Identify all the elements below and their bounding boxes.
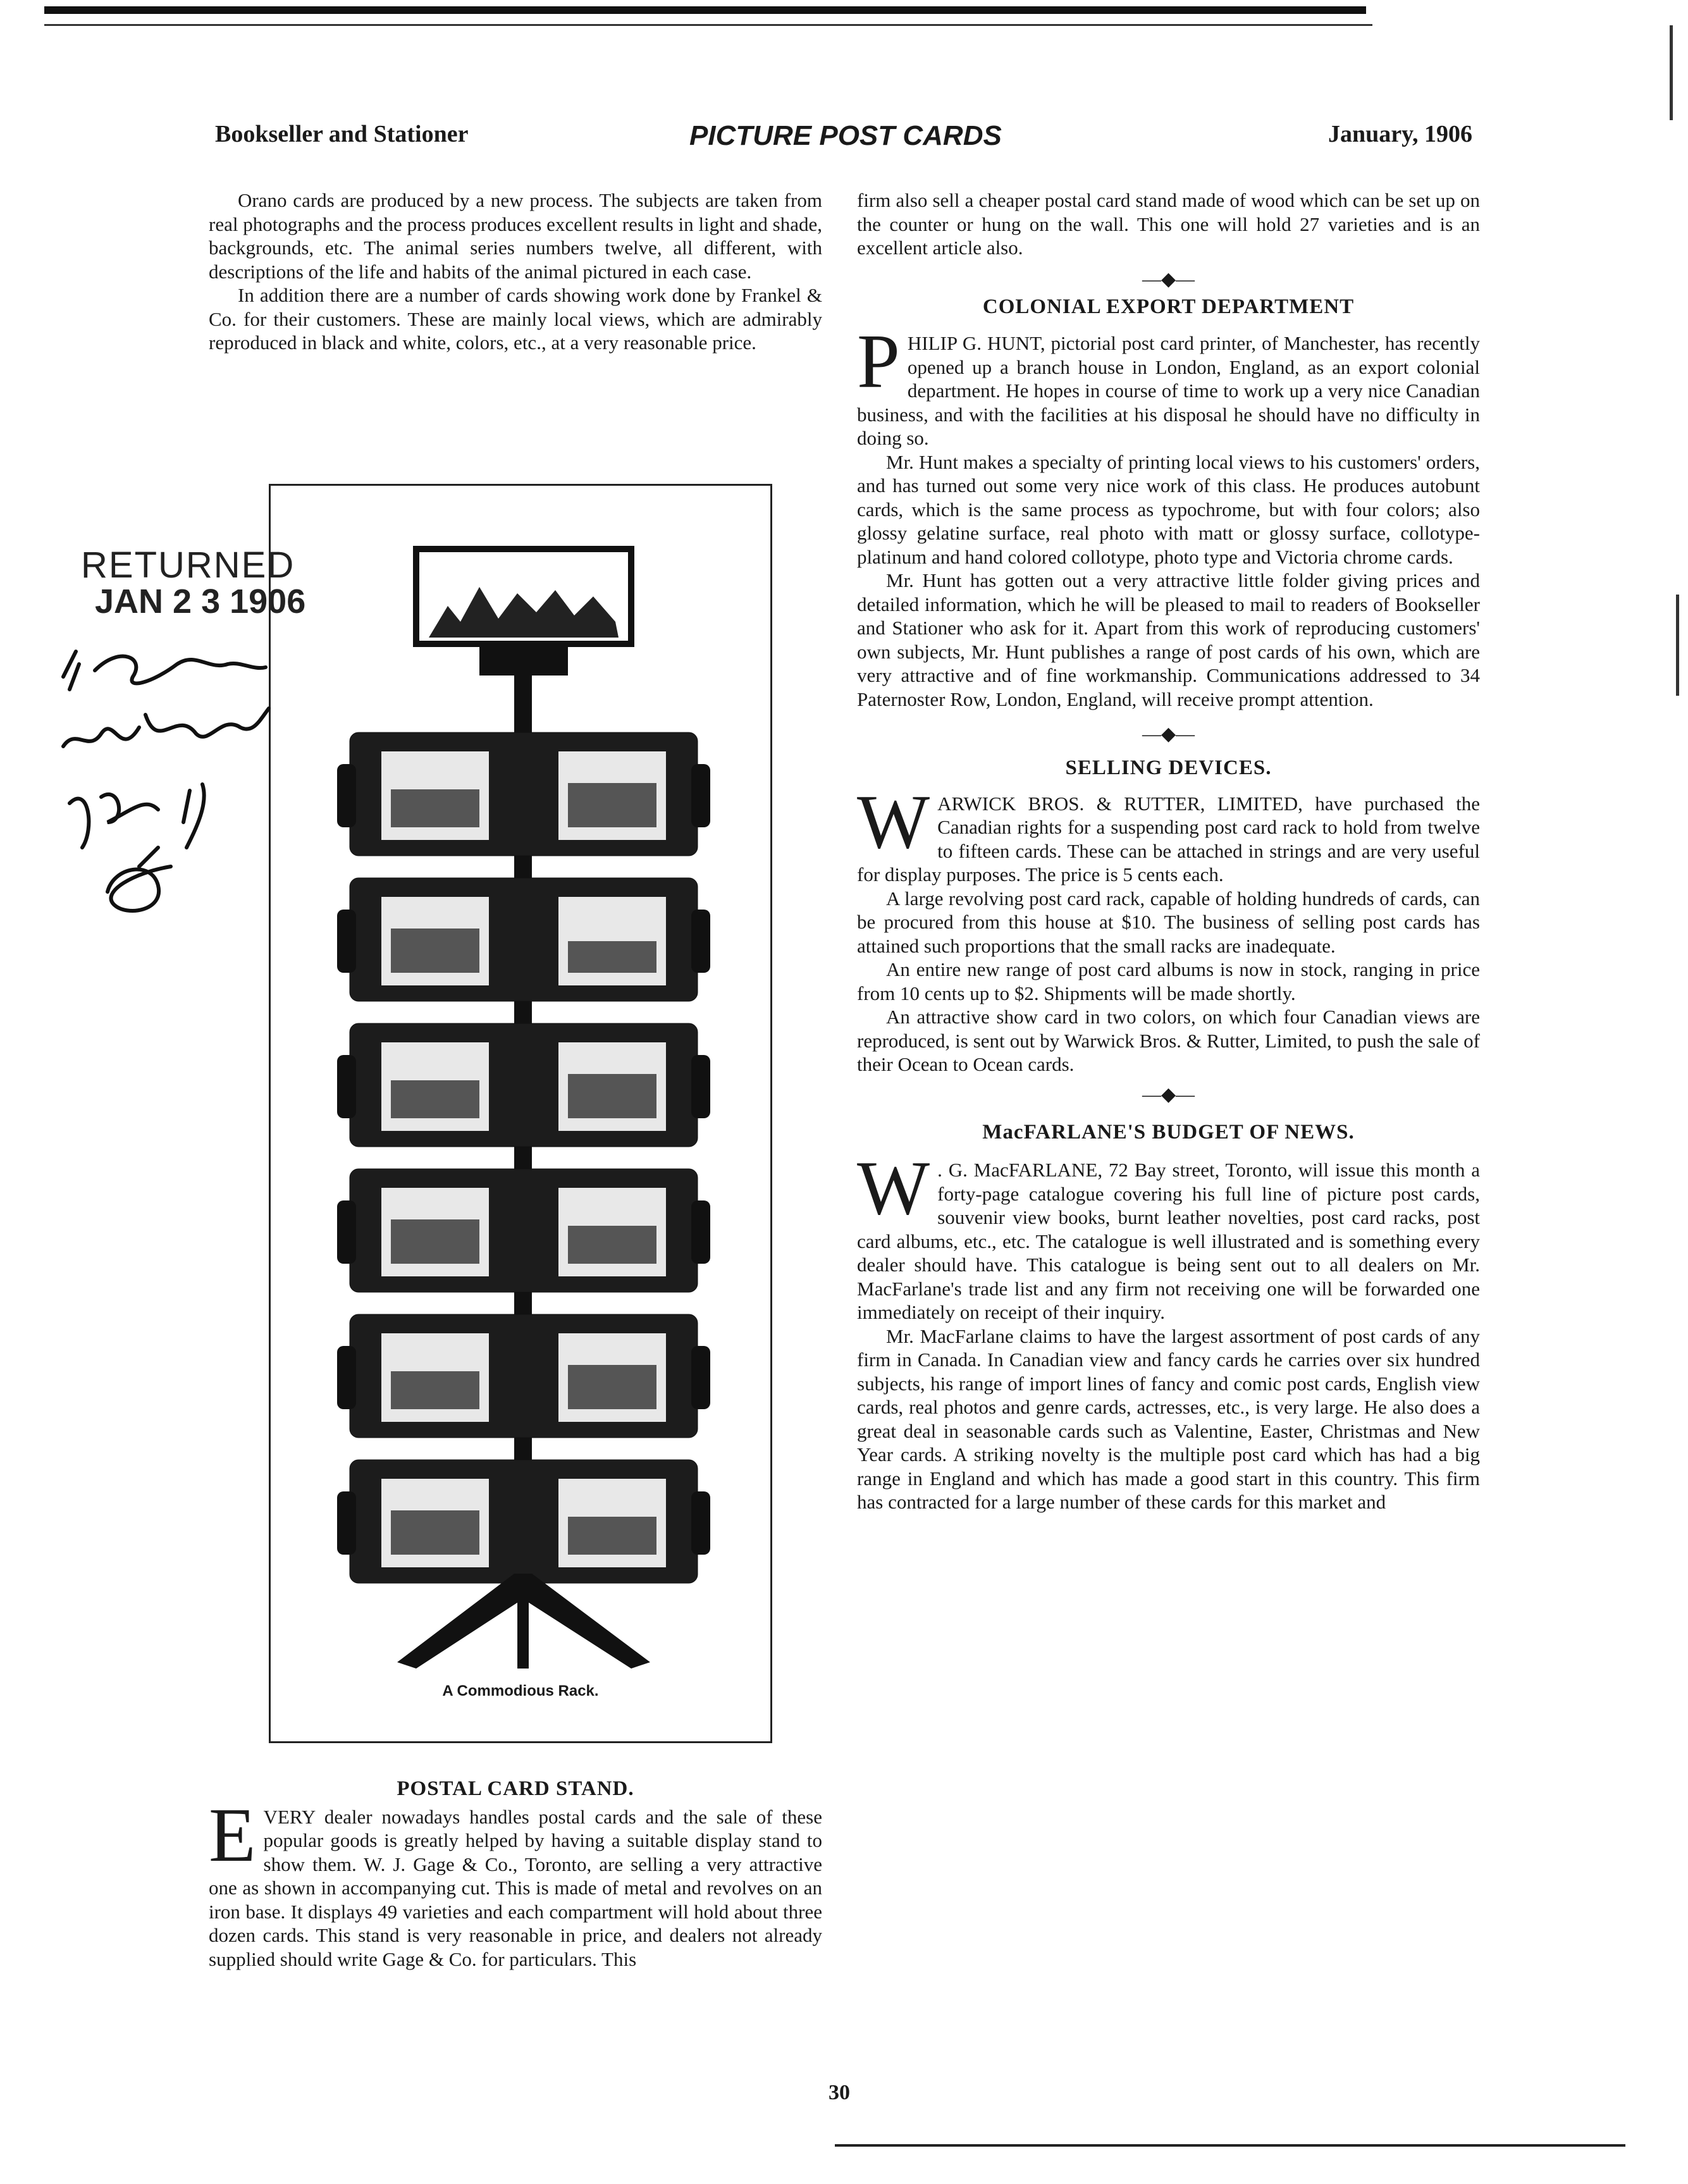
paragraph-text: . G. MacFARLANE, 72 Bay street, Toronto, will issue this month a forty-page catalogue covering his full line of picture post cards, souvenir view books, burnt leather novelties, post card racks, post card albums, etc., etc. The catalogue is well illustrated and is something every dealer should have. This catalogue is being sent out to all dealers on Mr. MacFarlane's trade list and any firm not receiving one will be forwarded one immediately on receipt of their inquiry. — [857, 1159, 1480, 1323]
handwritten-annotation — [51, 639, 291, 930]
heading-macfarlane: MacFARLANE'S BUDGET OF NEWS. — [982, 1120, 1355, 1144]
figure-caption: A Commodious Rack. — [442, 1682, 599, 1700]
section-divider: —◆— — [1142, 268, 1195, 290]
paragraph — [857, 319, 1480, 450]
top-rule — [44, 6, 1366, 14]
drop-cap: P — [857, 319, 900, 404]
heading-postal-card-stand: POSTAL CARD STAND. — [397, 1777, 634, 1800]
paragraph: An attractive show card in two colors, on which four Canadian views are reproduced, is sent out by Warwick Bros. & Rutter, Limited, to push the sale of their Ocean to Ocean cards. — [857, 1006, 1480, 1075]
heading-selling-devices: SELLING DEVICES. — [1065, 756, 1272, 779]
stamp-date: JAN 2 3 1906 — [95, 583, 306, 620]
paragraph-text: ARWICK BROS. & RUTTER, LIMITED, have purchased the Canadian rights for a suspending post card rack to hold from twelve to fifteen cards. These can be attached in strings and are very useful for display purposes. The price is 5 cents each. — [857, 792, 1480, 885]
section-divider: —◆— — [1142, 724, 1195, 744]
bottom-rule — [835, 2144, 1625, 2147]
paragraph: firm also sell a cheaper postal card stand made of wood which can be set up on the counter or hung on the wall. This one will hold 27 varieties and is an excellent article also. — [857, 189, 1480, 259]
right-column — [857, 188, 1480, 1514]
header-date: January, 1906 — [1328, 121, 1473, 147]
left-column-top — [209, 188, 822, 355]
paragraph: In addition there are a number of cards showing work done by Frankel & Co. for their customers. These are mainly local views, which are admirably reproduced in black and white, colors, etc., at a very reasonable price. — [209, 284, 822, 354]
paragraph: Mr. MacFarlane claims to have the largest assortment of post cards of any firm in Canada. In Canadian view and fancy cards he carries over six hundred subjects, his range of import lines of fancy and comic post cards, English view cards, real photos and genre cards, actresses, etc., is very large. He also does a great deal in seasonable cards such as Valentine, Easter, Christmas and New Year cards. A striking novelty is the multiple post card which has had a big range in England and which has made a good start in this country. This firm has contracted for a large number of these cards for this market and — [857, 1324, 1480, 1513]
paragraph — [857, 1145, 1480, 1324]
top-rule-thin — [44, 24, 1372, 26]
stamp-returned: RETURNED — [81, 545, 295, 586]
paragraph: Mr. Hunt has gotten out a very attractive little folder giving prices and detailed information, which he will be pleased to mail to readers of Bookseller and Stationer who ask for it. Apart from this work of reproducing customers' own subjects, Mr. Hunt publishes a range of post cards of his own, which are very attractive and of fine workmanship. Communications addressed to 34 Paternoster Row, London, England, will receive prompt attention. — [857, 569, 1480, 710]
paragraph-text: VERY dealer nowadays handles postal cards and the sale of these popular goods is greatly helped by having a suitable display stand to show them. W. J. Gage & Co., Toronto, are selling a very attractive one as shown in accompanying cut. This is made of metal and revolves on an iron base. It displays 49 varieties and each compartment will hold about three dozen cards. This stand is very reasonable in price, and dealers not already supplied should write Gage & Co. for particulars. This — [209, 1805, 822, 1970]
paragraph-text: HILIP G. HUNT, pictorial post card printer, of Manchester, has recently opened up a branch house in London, England, as an export colonial department. He hopes in course of time to work up a very nice Canadian business, and with the facilities at his disposal he should have no difficulty in doing so. — [857, 332, 1480, 449]
figure-rack — [269, 484, 772, 1743]
drop-cap: W — [857, 1145, 930, 1231]
header-publication: Bookseller and Stationer — [215, 121, 469, 147]
header-section-title: PICTURE POST CARDS — [689, 120, 1002, 151]
section-divider: —◆— — [1142, 1083, 1195, 1105]
paragraph: A large revolving post card rack, capable of holding hundreds of cards, can be procured from this house at $10. The business of selling post cards has attained such proportions that the small racks are inadequate. — [857, 887, 1480, 957]
rack-illustration — [271, 486, 770, 1741]
paragraph: Orano cards are produced by a new process. The subjects are taken from real photographs and the process produces excellent results in light and shade, backgrounds, etc. The animal series numbers twelve, all different, with descriptions of the life and habits of the animal pictured in each case. — [209, 189, 822, 283]
paragraph — [209, 1792, 822, 1971]
margin-mark — [1676, 595, 1679, 696]
paragraph: An entire new range of post card albums is now in stock, ranging in price from 10 cents up to $2. Shipments will be made shortly. — [857, 958, 1480, 1004]
drop-cap: E — [209, 1792, 256, 1878]
drop-cap: W — [857, 779, 930, 865]
heading-colonial-export: COLONIAL EXPORT DEPARTMENT — [982, 295, 1355, 318]
margin-mark — [1670, 25, 1673, 120]
page-number: 30 — [829, 2081, 850, 2104]
section-postal-card-stand — [209, 1777, 822, 1971]
paragraph: Mr. Hunt makes a specialty of printing local views to his customers' orders, and has turned out some very nice work of this class. He produces autobunt cards, which is the same process as typochrome, but with four colors; also glossy gelatine surface, real photo with matt or glossy surface, collotype-platinum and hand colored collotype, photo type and Victoria chrome cards. — [857, 450, 1480, 568]
paragraph — [857, 779, 1480, 887]
